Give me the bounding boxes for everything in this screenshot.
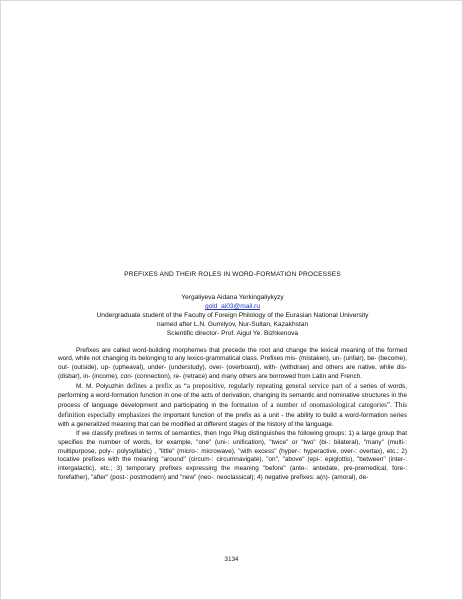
paragraph-2-definition-end: formation of a number of onomasiological categories”. This definition especially emphasizes the <box>58 400 407 419</box>
paragraph-2-middle: series of words, performing a word-formation function in one of the acts of derivation, changing its semantic and nominative structures in the process of language development and participating in the <box>58 383 408 409</box>
author-affiliation-line-2: named after L.N. Gumilyov, Nur-Sultan, Kazakhstan <box>156 320 309 328</box>
author-name: Yergaliyeva Aidana Yerkingaliykyzy <box>181 294 284 301</box>
paragraph-2-end: important function of the prefix as a unit - the ability to build a word-formation series with a generalized meaning that can be modified at different stages of the history of the language. <box>58 411 407 428</box>
paragraph-2-start: M. M. Polyuzhin <box>76 383 127 391</box>
paragraph-3: If we classify prefixes in terms of semantics, then Ingo Plug distinguishes the following groups: 1) a large group that specifies the number of words, for example, "one" (uni-: unification), "twice" or "two" (bi-: bilateral), "many" (multi-: multipurpose, poly-: polysyllabic) , "little" (micro-: microwave), "with excess" (hyper-: hyperactive, over-: overtax), etc.; 2) locative prefixes with the meaning "around" (circum-: circumnavigate), "on", "above" (epi-: epiglottis), "between" (inter-: intergalactic), etc.; 3) temporary prefixes expressing the meaning "before" (ante-: antedate, pre-premedical, fore-: forefather), "after" (post-: postmodern) and "new" (neo-: neoclassical); 4) negative prefixes: a(n)- (amoral), de- <box>58 429 407 482</box>
author-block <box>58 294 407 339</box>
paragraph-2-definition: defines a prefix as “a prepositive, regularly repeating general service part of a <box>126 382 358 391</box>
paragraph-2 <box>58 382 407 430</box>
paragraph-1: Prefixes are called word-building morphemes that precede the root and change the lexical meaning of the formed word, while not changing its belonging to any lexico-grammatical class. Prefixes mis- (mistaken), un- (unfair), be- (become), out- (outside), up- (upheaval), under- (understudy), over- (overboard), with- (withdraw) and others are native, while dis- (disbar), in- (income), con- (connection), re- (retrace) and many others are borrowed from Latin and French. <box>58 346 407 381</box>
article-title: PREFIXES AND THEIR ROLES IN WORD-FORMATION PROCESSES <box>124 271 341 278</box>
body-text <box>58 347 407 484</box>
article-body <box>58 271 407 483</box>
author-email-link[interactable]: gold_ai03@mail.ru <box>204 302 261 310</box>
page-number: 3134 <box>224 556 239 563</box>
scientific-director: Scientific director- Prof. Aigul Ye. Bizhkenova <box>166 329 299 337</box>
author-affiliation-line-1: Undergraduate student of the Faculty of Foreign Philology of the Eurasian National University <box>96 311 369 319</box>
